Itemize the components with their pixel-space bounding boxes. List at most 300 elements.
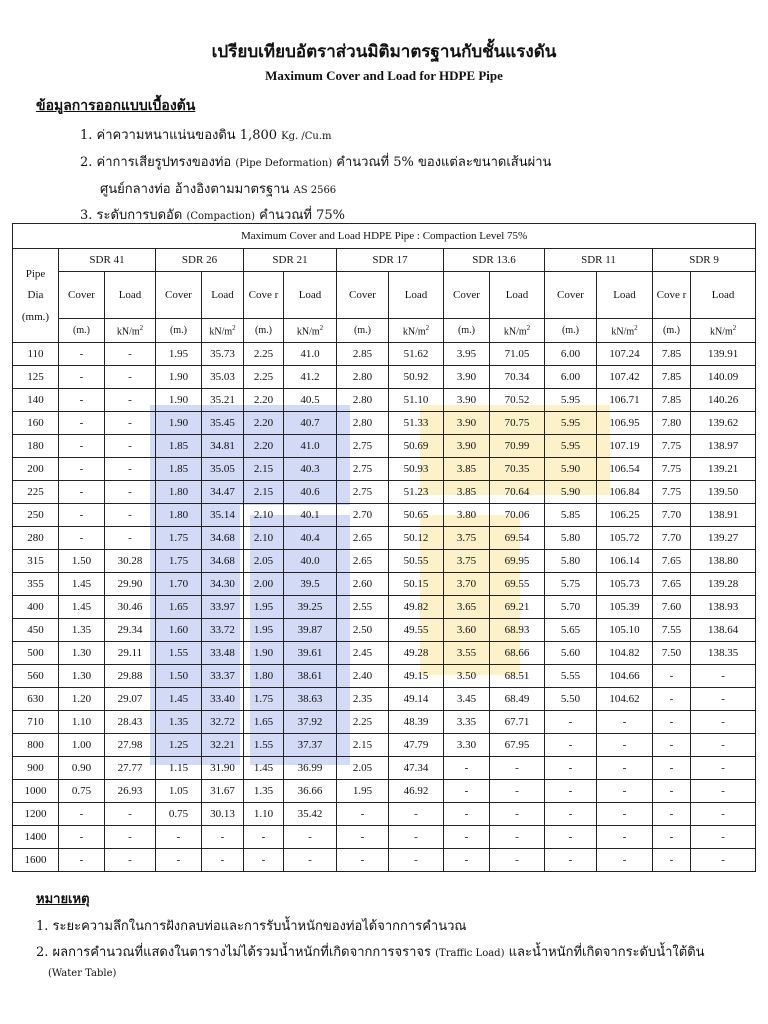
cover-cell: 3.60	[444, 619, 490, 642]
cover-cell: 2.05	[244, 550, 284, 573]
basic-data-heading: ข้อมูลการออกแบบเบื้องต้น	[36, 98, 196, 114]
load-cell: 38.63	[284, 688, 337, 711]
load-unit-exponent: 2	[526, 323, 531, 332]
cover-cell: -	[59, 849, 105, 872]
cover-cell: -	[444, 757, 490, 780]
load-cell: 49.82	[389, 596, 444, 619]
cover-cell: 1.55	[156, 642, 202, 665]
cover-cell: 3.75	[444, 550, 490, 573]
cover-cell: 7.75	[653, 435, 691, 458]
load-cell: 39.61	[284, 642, 337, 665]
load-cell: 107.24	[597, 343, 653, 366]
load-unit-exponent: 2	[425, 323, 430, 332]
load-cell: 34.68	[202, 550, 244, 573]
cover-cell: -	[545, 734, 597, 757]
cover-cell: -	[59, 389, 105, 412]
cover-unit: (m.)	[545, 319, 597, 343]
cover-cell: 2.80	[337, 389, 389, 412]
load-cell: 34.68	[202, 527, 244, 550]
load-cell: 29.90	[105, 573, 156, 596]
load-cell: 140.09	[691, 366, 756, 389]
table-row	[13, 527, 756, 550]
cover-cell: -	[545, 849, 597, 872]
cover-cell: -	[59, 366, 105, 389]
load-cell: 138.35	[691, 642, 756, 665]
load-cell: 34.30	[202, 573, 244, 596]
load-cell: 27.77	[105, 757, 156, 780]
load-cell: -	[105, 527, 156, 550]
cover-cell: 1.55	[244, 734, 284, 757]
basic-data-item-compaction	[80, 204, 345, 225]
cover-cell: 3.90	[444, 435, 490, 458]
cover-cell: 1.95	[244, 619, 284, 642]
load-cell: 27.98	[105, 734, 156, 757]
cover-unit: (m.)	[244, 319, 284, 343]
load-cell: 41.0	[284, 435, 337, 458]
load-cell: 29.88	[105, 665, 156, 688]
load-cell: 50.55	[389, 550, 444, 573]
pipe-dia-cell: 355	[13, 573, 59, 596]
load-cell: 107.19	[597, 435, 653, 458]
cover-cell: 3.90	[444, 389, 490, 412]
load-cell: 104.66	[597, 665, 653, 688]
cover-cell: 1.30	[59, 665, 105, 688]
cover-cell: 1.80	[244, 665, 284, 688]
soil-density-unit: Kg. /Cu.m	[281, 131, 332, 142]
cover-cell: 0.75	[156, 803, 202, 826]
cover-cell: -	[545, 780, 597, 803]
cover-cell: 3.80	[444, 504, 490, 527]
load-cell: 51.10	[389, 389, 444, 412]
load-cell: 50.65	[389, 504, 444, 527]
load-cell: -	[597, 826, 653, 849]
cover-cell: 2.85	[337, 343, 389, 366]
sdr-header: SDR 41	[59, 249, 156, 272]
page-title-english: Maximum Cover and Load for HDPE Pipe	[265, 68, 503, 83]
cover-header: Cove r	[244, 272, 284, 319]
cover-unit: (m.)	[59, 319, 105, 343]
compaction-en: (Compaction)	[186, 211, 256, 222]
load-cell: 33.97	[202, 596, 244, 619]
load-cell: 38.61	[284, 665, 337, 688]
cover-cell: 2.35	[337, 688, 389, 711]
load-unit	[691, 319, 756, 343]
cover-cell: -	[545, 757, 597, 780]
load-cell: 70.99	[490, 435, 545, 458]
load-cell: 37.92	[284, 711, 337, 734]
load-cell: -	[597, 780, 653, 803]
load-cell: 106.25	[597, 504, 653, 527]
cover-cell: -	[444, 849, 490, 872]
table-row	[13, 550, 756, 573]
sdr-header: SDR 17	[337, 249, 444, 272]
pipe-deformation-pre: 2. ค่าการเสียรูปทรงของท่อ	[80, 155, 236, 170]
load-cell: 40.4	[284, 527, 337, 550]
cover-cell: 2.15	[337, 734, 389, 757]
cover-cell: -	[444, 803, 490, 826]
table-row	[13, 389, 756, 412]
load-cell: -	[202, 849, 244, 872]
cover-cell: 1.60	[156, 619, 202, 642]
cover-cell: 1.50	[156, 665, 202, 688]
pipe-deformation-cont-pre: ศูนย์กลางท่อ อ้างอิงตามมาตรฐาน	[100, 182, 294, 197]
cover-cell: 1.75	[156, 550, 202, 573]
pipe-dia-cell: 800	[13, 734, 59, 757]
cover-cell: -	[545, 803, 597, 826]
sdr-header: SDR 9	[653, 249, 756, 272]
pipe-deformation-post: คำนวณที่ 5% ของแต่ละขนาดเส้นผ่าน	[332, 155, 552, 170]
load-cell: -	[691, 688, 756, 711]
load-cell: 35.21	[202, 389, 244, 412]
cover-cell: -	[59, 527, 105, 550]
pipe-dia-cell: 1200	[13, 803, 59, 826]
table-row	[13, 619, 756, 642]
load-cell: 139.50	[691, 481, 756, 504]
load-cell: 28.43	[105, 711, 156, 734]
table-row	[13, 481, 756, 504]
load-cell: 40.5	[284, 389, 337, 412]
load-unit-base: kN/m	[296, 325, 320, 337]
load-cell: 139.21	[691, 458, 756, 481]
pipe-dia-cell: 500	[13, 642, 59, 665]
cover-cell: 1.30	[59, 642, 105, 665]
sdr-header: SDR 11	[545, 249, 653, 272]
cover-header: Cover	[59, 272, 105, 319]
cover-cell: 2.50	[337, 619, 389, 642]
cover-cell: -	[156, 849, 202, 872]
cover-cell: -	[653, 665, 691, 688]
cover-cell: 2.15	[244, 458, 284, 481]
cover-cell: 2.75	[337, 435, 389, 458]
pipe-dia-cell: 315	[13, 550, 59, 573]
load-cell: 39.87	[284, 619, 337, 642]
load-unit-exponent: 2	[139, 323, 144, 332]
load-cell: -	[691, 734, 756, 757]
table-row	[13, 780, 756, 803]
cover-cell: 1.85	[156, 435, 202, 458]
cover-cell: 3.50	[444, 665, 490, 688]
pipe-deformation-standard: AS 2566	[293, 185, 337, 196]
load-cell: 50.92	[389, 366, 444, 389]
note-1: 1. ระยะความลึกในการฝังกลบท่อและการรับน้ำหนักของท่อได้จากการคำนวณ	[36, 919, 467, 934]
cover-cell: -	[653, 711, 691, 734]
load-cell: 49.55	[389, 619, 444, 642]
load-cell: 138.91	[691, 504, 756, 527]
load-cell: 51.23	[389, 481, 444, 504]
note-2-en: (Traffic Load)	[435, 948, 505, 959]
cover-cell: -	[59, 803, 105, 826]
load-cell: 35.73	[202, 343, 244, 366]
load-unit	[597, 319, 653, 343]
cover-cell: 2.65	[337, 527, 389, 550]
cover-header: Cover	[337, 272, 389, 319]
load-cell: 35.14	[202, 504, 244, 527]
pipe-dia-cell: 1600	[13, 849, 59, 872]
pipe-dia-cell: 900	[13, 757, 59, 780]
load-cell: 51.33	[389, 412, 444, 435]
cover-cell: 1.80	[156, 504, 202, 527]
cover-cell: 5.75	[545, 573, 597, 596]
cover-cell: 7.80	[653, 412, 691, 435]
cover-cell: 3.95	[444, 343, 490, 366]
load-cell: -	[105, 481, 156, 504]
cover-cell: 1.10	[244, 803, 284, 826]
basic-data-item-pipe-deformation	[80, 151, 551, 172]
cover-cell: -	[59, 458, 105, 481]
load-cell: -	[105, 849, 156, 872]
pipe-dia-cell: 225	[13, 481, 59, 504]
cover-cell: 3.65	[444, 596, 490, 619]
cover-cell: 7.75	[653, 458, 691, 481]
load-cell: 31.67	[202, 780, 244, 803]
pipe-deformation-en: (Pipe Deformation)	[235, 158, 333, 169]
load-cell: 69.54	[490, 527, 545, 550]
load-cell: 40.7	[284, 412, 337, 435]
load-cell: 39.5	[284, 573, 337, 596]
load-cell: -	[691, 711, 756, 734]
load-cell: -	[597, 803, 653, 826]
cover-cell: 2.00	[244, 573, 284, 596]
load-cell: -	[597, 734, 653, 757]
load-cell: -	[691, 849, 756, 872]
cover-cell: -	[59, 343, 105, 366]
cover-cell: 2.55	[337, 596, 389, 619]
table-row	[13, 458, 756, 481]
load-cell: 68.93	[490, 619, 545, 642]
load-unit-exponent: 2	[732, 323, 737, 332]
load-cell: 70.64	[490, 481, 545, 504]
load-cell: 49.28	[389, 642, 444, 665]
cover-cell: 1.45	[244, 757, 284, 780]
load-cell: -	[284, 826, 337, 849]
load-cell: 50.12	[389, 527, 444, 550]
cover-header: Cover	[545, 272, 597, 319]
cover-header: Cover	[156, 272, 202, 319]
cover-cell: 7.85	[653, 343, 691, 366]
load-cell: 138.93	[691, 596, 756, 619]
pipe-header-line: Pipe	[25, 267, 46, 280]
table-row	[13, 343, 756, 366]
cover-cell: 3.55	[444, 642, 490, 665]
cover-cell: 2.70	[337, 504, 389, 527]
cover-cell: -	[337, 803, 389, 826]
load-cell: 67.95	[490, 734, 545, 757]
load-cell: -	[389, 849, 444, 872]
cover-cell: 7.70	[653, 527, 691, 550]
soil-density-text: 1. ค่าความหนาแน่นของดิน 1,800	[80, 128, 282, 143]
load-cell: 50.15	[389, 573, 444, 596]
load-header: Load	[284, 272, 337, 319]
load-cell: -	[105, 458, 156, 481]
pipe-dia-cell: 630	[13, 688, 59, 711]
load-cell: 104.62	[597, 688, 653, 711]
cover-cell: 3.30	[444, 734, 490, 757]
table-row	[13, 435, 756, 458]
cover-unit: (m.)	[337, 319, 389, 343]
table-row	[13, 849, 756, 872]
pipe-dia-cell: 160	[13, 412, 59, 435]
cover-cell: 3.90	[444, 412, 490, 435]
load-cell: 69.21	[490, 596, 545, 619]
load-cell: 32.21	[202, 734, 244, 757]
note-2-pre: 2. ผลการคำนวณที่แสดงในตารางไม่ได้รวมน้ำหนักที่เกิดจากการจราจร	[36, 945, 436, 960]
cover-cell: 1.90	[156, 366, 202, 389]
sdr-header: SDR 21	[244, 249, 337, 272]
load-unit	[284, 319, 337, 343]
cover-cell: 5.50	[545, 688, 597, 711]
note-2-continued: (Water Table)	[48, 968, 117, 979]
load-cell: -	[490, 849, 545, 872]
cover-cell: 1.50	[59, 550, 105, 573]
load-cell: 139.27	[691, 527, 756, 550]
cover-cell: 2.20	[244, 412, 284, 435]
load-cell: 67.71	[490, 711, 545, 734]
load-cell: 105.72	[597, 527, 653, 550]
cover-cell: 1.95	[337, 780, 389, 803]
load-cell: 47.34	[389, 757, 444, 780]
table-row	[13, 665, 756, 688]
cover-cell: 1.45	[156, 688, 202, 711]
cover-cell: 3.70	[444, 573, 490, 596]
load-header: Load	[389, 272, 444, 319]
load-cell: 35.03	[202, 366, 244, 389]
load-cell: 139.28	[691, 573, 756, 596]
cover-cell: 5.60	[545, 642, 597, 665]
pipe-dia-cell: 560	[13, 665, 59, 688]
cover-cell: 7.85	[653, 389, 691, 412]
load-cell: -	[490, 803, 545, 826]
load-cell: 138.80	[691, 550, 756, 573]
sdr-header: SDR 26	[156, 249, 244, 272]
load-unit-exponent: 2	[232, 323, 236, 332]
cover-cell: -	[444, 780, 490, 803]
load-cell: 105.39	[597, 596, 653, 619]
load-header: Load	[105, 272, 156, 319]
table-row	[13, 366, 756, 389]
cover-cell: 7.55	[653, 619, 691, 642]
cover-cell: 2.75	[337, 481, 389, 504]
cover-cell: -	[59, 826, 105, 849]
cover-cell: 0.90	[59, 757, 105, 780]
load-cell: -	[490, 757, 545, 780]
cover-cell: 1.00	[59, 734, 105, 757]
load-cell: 138.64	[691, 619, 756, 642]
load-cell: 70.35	[490, 458, 545, 481]
cover-cell: 3.45	[444, 688, 490, 711]
cover-cell: -	[444, 826, 490, 849]
cover-cell: 2.25	[244, 343, 284, 366]
cover-cell: 1.75	[156, 527, 202, 550]
cover-unit: (m.)	[444, 319, 490, 343]
cover-cell: -	[59, 481, 105, 504]
pipe-dia-header	[13, 249, 59, 343]
basic-data-item-pipe-deformation-cont	[100, 178, 336, 199]
cover-cell: -	[337, 849, 389, 872]
cover-cell: 2.40	[337, 665, 389, 688]
load-unit-base: kN/m	[503, 325, 527, 337]
cover-cell: 1.35	[156, 711, 202, 734]
load-cell: 32.72	[202, 711, 244, 734]
basic-data-item-soil-density	[80, 124, 332, 145]
load-cell: 50.93	[389, 458, 444, 481]
load-cell: 29.07	[105, 688, 156, 711]
notes-heading: หมายเหตุ	[36, 892, 90, 907]
load-cell: 106.54	[597, 458, 653, 481]
load-cell: 29.11	[105, 642, 156, 665]
table-row	[13, 826, 756, 849]
cover-cell: 5.70	[545, 596, 597, 619]
load-unit-base: kN/m	[116, 325, 140, 337]
cover-cell: 7.85	[653, 366, 691, 389]
table-row	[13, 504, 756, 527]
load-cell: -	[490, 826, 545, 849]
cover-cell: 5.95	[545, 412, 597, 435]
pipe-dia-cell: 140	[13, 389, 59, 412]
cover-cell: -	[156, 826, 202, 849]
table-row	[13, 688, 756, 711]
cover-cell: 2.75	[337, 458, 389, 481]
cover-cell: 7.60	[653, 596, 691, 619]
load-cell: 139.62	[691, 412, 756, 435]
cover-cell: 2.05	[337, 757, 389, 780]
cover-cell: 3.35	[444, 711, 490, 734]
pipe-dia-cell: 250	[13, 504, 59, 527]
load-cell: -	[691, 826, 756, 849]
cover-cell: 6.00	[545, 366, 597, 389]
cover-cell: 1.20	[59, 688, 105, 711]
compaction-post: คำนวณที่ 75%	[255, 208, 346, 223]
cover-cell: -	[653, 826, 691, 849]
cover-cell: 5.65	[545, 619, 597, 642]
load-cell: 69.55	[490, 573, 545, 596]
table-row	[13, 711, 756, 734]
load-cell: 70.06	[490, 504, 545, 527]
cover-cell: -	[59, 504, 105, 527]
cover-cell: 1.45	[59, 573, 105, 596]
cover-cell: 5.85	[545, 504, 597, 527]
load-cell: 40.6	[284, 481, 337, 504]
load-cell: 34.81	[202, 435, 244, 458]
load-cell: 33.40	[202, 688, 244, 711]
load-cell: 47.79	[389, 734, 444, 757]
load-cell: 36.66	[284, 780, 337, 803]
cover-cell: 2.25	[244, 366, 284, 389]
cover-cell: -	[337, 826, 389, 849]
cover-cell: 1.85	[156, 458, 202, 481]
cover-cell: 1.70	[156, 573, 202, 596]
cover-cell: -	[244, 826, 284, 849]
load-cell: 106.95	[597, 412, 653, 435]
load-cell: 33.37	[202, 665, 244, 688]
load-cell: 69.95	[490, 550, 545, 573]
load-cell: 105.73	[597, 573, 653, 596]
load-cell: 40.0	[284, 550, 337, 573]
cover-header: Cover	[444, 272, 490, 319]
load-unit-base: kN/m	[209, 325, 233, 337]
pipe-dia-cell: 710	[13, 711, 59, 734]
load-cell: 138.97	[691, 435, 756, 458]
cover-cell: -	[653, 780, 691, 803]
cover-cell: 3.75	[444, 527, 490, 550]
load-cell: -	[597, 849, 653, 872]
load-cell: 36.99	[284, 757, 337, 780]
load-cell: 48.39	[389, 711, 444, 734]
cover-cell: 1.75	[244, 688, 284, 711]
load-cell: 71.05	[490, 343, 545, 366]
cover-unit: (m.)	[653, 319, 691, 343]
load-cell: 68.51	[490, 665, 545, 688]
load-cell: -	[284, 849, 337, 872]
